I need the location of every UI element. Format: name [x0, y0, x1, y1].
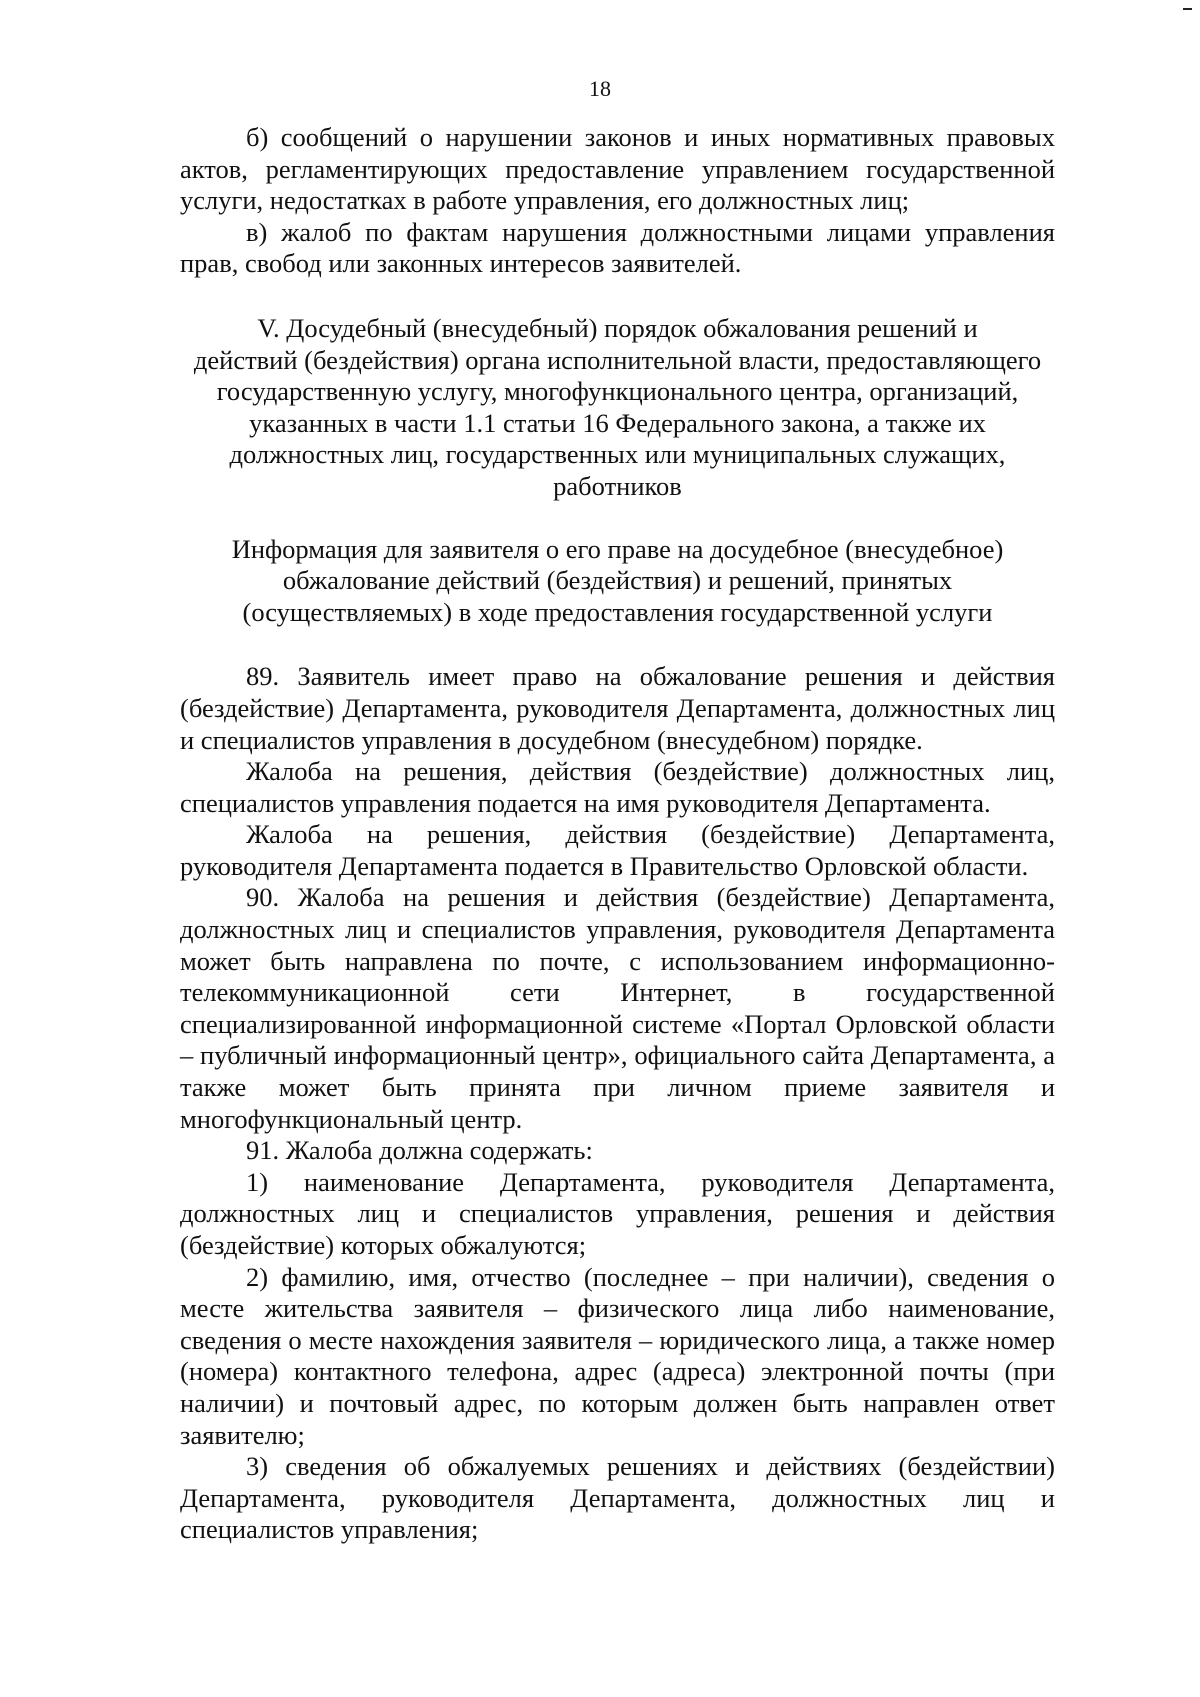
list-item-3: 3) сведения об обжалуемых решениях и действиях (бездействии) Департамента, руководителя Департамента, должностных лиц и специалистов управления;: [180, 1451, 1055, 1545]
section-heading-line: действий (бездействия) органа исполнительной власти, предоставляющего: [193, 344, 1042, 375]
section-heading-line: работников: [553, 470, 682, 501]
section-heading: [180, 313, 1055, 503]
list-item-1: 1) наименование Департамента, руководителя Департамента, должностных лиц и специалистов управления, решения и действия (бездействие) которых обжалуются;: [180, 1166, 1055, 1260]
paragraph-complaint-officials: Жалоба на решения, действия (бездействие) должностных лиц, специалистов управления подается на имя руководителя Департамента.: [180, 756, 1055, 818]
paragraph-91: 91. Жалоба должна содержать:: [246, 1135, 593, 1166]
section-heading-line: государственную услугу, многофункционального центра, организаций,: [216, 376, 1019, 407]
section-heading-line: указанных в части 1.1 статьи 16 Федерального закона, а также их: [249, 407, 986, 438]
paragraph-complaint-department: Жалоба на решения, действия (бездействие) Департамента, руководителя Департамента подается в Правительство Орловской области.: [180, 819, 1055, 881]
section-heading-line: V. Досудебный (внесудебный) порядок обжалования решений и: [257, 312, 978, 343]
section-heading-line: должностных лиц, государственных или муниципальных служащих,: [229, 439, 1006, 470]
subheading-line: обжалование действий (бездействия) и решений, принятых: [282, 565, 953, 596]
paragraph-v: в) жалоб по фактам нарушения должностными лицами управления прав, свобод или законных интересов заявителей.: [180, 216, 1055, 279]
subheading-line: (осуществляемых) в ходе предоставления государственной услуги: [242, 596, 993, 627]
list-item-2: 2) фамилию, имя, отчество (последнее – при наличии), сведения о месте жительства заявителя – физического лица либо наименование, сведения о месте нахождения заявителя – юридического лица, а также номер (номера) контактного телефона, адрес (адреса) электронной почты (при наличии) и почтовый адрес, по которым должен быть направлен ответ заявителю;: [180, 1261, 1055, 1450]
paragraph-90: 90. Жалоба на решения и действия (бездействие) Департамента, должностных лиц и специалистов управления, руководителя Департамента может быть направлена по почте, с использованием информационно-телекоммуникационной сети Интернет, в государственной специализированной информационной системе «Портал Орловской области – публичный информационный центр», официального сайта Департамента, а также может быть принята при личном приеме заявителя и многофункциональный центр.: [180, 882, 1055, 1134]
paragraph-89: 89. Заявитель имеет право на обжалование решения и действия (бездействие) Департамента, руководителя Департамента, должностных лиц и специалистов управления в досудебном (внесудебном) порядке.: [180, 661, 1055, 755]
page-number: 18: [589, 76, 611, 101]
scan-corner-mark: [1183, 8, 1192, 10]
document-body: [180, 122, 1055, 1546]
subheading: [180, 534, 1055, 629]
subheading-line: Информация для заявителя о его праве на досудебное (внесудебное): [231, 533, 1004, 564]
paragraph-b: б) сообщений о нарушении законов и иных нормативных правовых актов, регламентирующих предоставление управлением государственной услуги, недостатках в работе управления, его должностных лиц;: [180, 122, 1055, 216]
